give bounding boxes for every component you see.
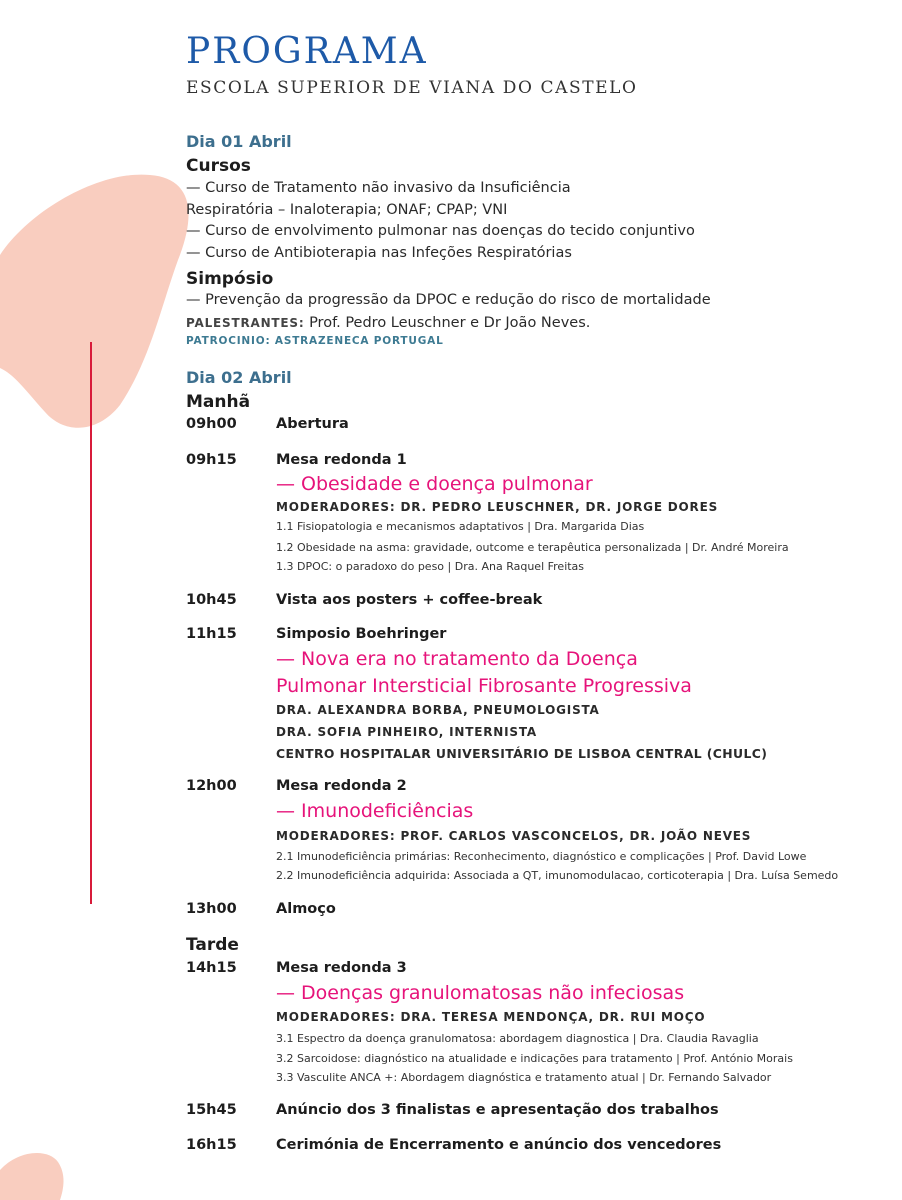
talk-item: 1.2 Obesidade na asma: gravidade, outcome e terapêutica personalizada | Dr. André Moreira xyxy=(276,541,789,554)
page-title: PROGRAMA xyxy=(186,31,428,72)
session-subtitle: — Obesidade e doença pulmonar xyxy=(276,473,593,495)
schedule-time: 12h00 xyxy=(186,778,237,794)
schedule-time: 16h15 xyxy=(186,1137,237,1153)
curso-line: — Curso de envolvimento pulmonar nas doenças do tecido conjuntivo xyxy=(186,223,695,239)
cursos-heading: Cursos xyxy=(186,156,251,176)
speaker-line: DRA. SOFIA PINHEIRO, INTERNISTA xyxy=(276,725,537,739)
schedule-time: 14h15 xyxy=(186,960,237,976)
schedule-event: Abertura xyxy=(276,416,349,432)
moderators: MODERADORES: DR. PEDRO LEUSCHNER, DR. JORGE DORES xyxy=(276,500,719,514)
speaker-line: DRA. ALEXANDRA BORBA, PNEUMOLOGISTA xyxy=(276,703,600,717)
talk-item: 3.1 Espectro da doença granulomatosa: abordagem diagnostica | Dra. Claudia Ravaglia xyxy=(276,1032,759,1045)
simposio-heading: Simpósio xyxy=(186,269,274,289)
schedule-event: Cerimónia de Encerramento e anúncio dos vencedores xyxy=(276,1137,722,1153)
talk-item: 3.3 Vasculite ANCA +: Abordagem diagnóstica e tratamento atual | Dr. Fernando Salvador xyxy=(276,1071,772,1084)
talk-item: 1.1 Fisiopatologia e mecanismos adaptativos | Dra. Margarida Dias xyxy=(276,520,645,533)
curso-line: — Curso de Antibioterapia nas Infeções Respiratórias xyxy=(186,245,572,261)
talk-item: 3.2 Sarcoidose: diagnóstico na atualidade e indicações para tratamento | Prof. António Morais xyxy=(276,1052,793,1065)
moderators: MODERADORES: DRA. TERESA MENDONÇA, DR. RUI MOÇO xyxy=(276,1010,706,1024)
session-subtitle: — Nova era no tratamento da Doença xyxy=(276,648,638,670)
schedule-time: 09h00 xyxy=(186,416,237,432)
page-subtitle: ESCOLA SUPERIOR DE VIANA DO CASTELO xyxy=(186,78,638,98)
schedule-event: Simposio Boehringer xyxy=(276,626,447,642)
talk-item: 2.2 Imunodeficiência adquirida: Associada a QT, imunomodulacao, corticoterapia | Dra. Luísa Semedo xyxy=(276,869,839,882)
schedule-time: 10h45 xyxy=(186,592,237,608)
tarde-heading: Tarde xyxy=(186,935,239,955)
palestrantes-label: PALESTRANTES: xyxy=(186,316,305,330)
schedule-event: Vista aos posters + coffee-break xyxy=(276,592,543,608)
curso-line: — Curso de Tratamento não invasivo da Insuficiência xyxy=(186,180,571,196)
speaker-line: CENTRO HOSPITALAR UNIVERSITÁRIO DE LISBOA CENTRAL (CHULC) xyxy=(276,746,768,761)
schedule-time: 13h00 xyxy=(186,901,237,917)
schedule-time: 15h45 xyxy=(186,1102,237,1118)
schedule-time: 09h15 xyxy=(186,452,237,468)
talk-item: 1.3 DPOC: o paradoxo do peso | Dra. Ana Raquel Freitas xyxy=(276,560,585,573)
schedule-event: Mesa redonda 1 xyxy=(276,452,407,468)
curso-line: Respiratória – Inaloterapia; ONAF; CPAP; VNI xyxy=(186,202,508,218)
patrocinio-text: PATROCINIO: ASTRAZENECA PORTUGAL xyxy=(186,335,444,347)
schedule-event: Mesa redonda 3 xyxy=(276,960,407,976)
schedule-event: Almoço xyxy=(276,901,336,917)
simposio-item: — Prevenção da progressão da DPOC e redução do risco de mortalidade xyxy=(186,292,711,308)
palestrantes-names: Prof. Pedro Leuschner e Dr João Neves. xyxy=(309,315,591,331)
session-subtitle: Pulmonar Intersticial Fibrosante Progressiva xyxy=(276,675,692,697)
schedule-event: Anúncio dos 3 finalistas e apresentação dos trabalhos xyxy=(276,1102,719,1118)
schedule-time: 11h15 xyxy=(186,626,237,642)
palestrantes-line xyxy=(186,315,590,331)
day-1-label: Dia 01 Abril xyxy=(186,132,292,151)
day-2-label: Dia 02 Abril xyxy=(186,368,292,387)
schedule-event: Mesa redonda 2 xyxy=(276,778,407,794)
talk-item: 2.1 Imunodeficiência primárias: Reconhecimento, diagnóstico e complicações | Prof. David Lowe xyxy=(276,850,807,863)
moderators: MODERADORES: PROF. CARLOS VASCONCELOS, DR. JOÃO NEVES xyxy=(276,829,752,843)
session-subtitle: — Doenças granulomatosas não infeciosas xyxy=(276,982,685,1004)
manha-heading: Manhã xyxy=(186,392,251,412)
session-subtitle: — Imunodeficiências xyxy=(276,800,474,822)
